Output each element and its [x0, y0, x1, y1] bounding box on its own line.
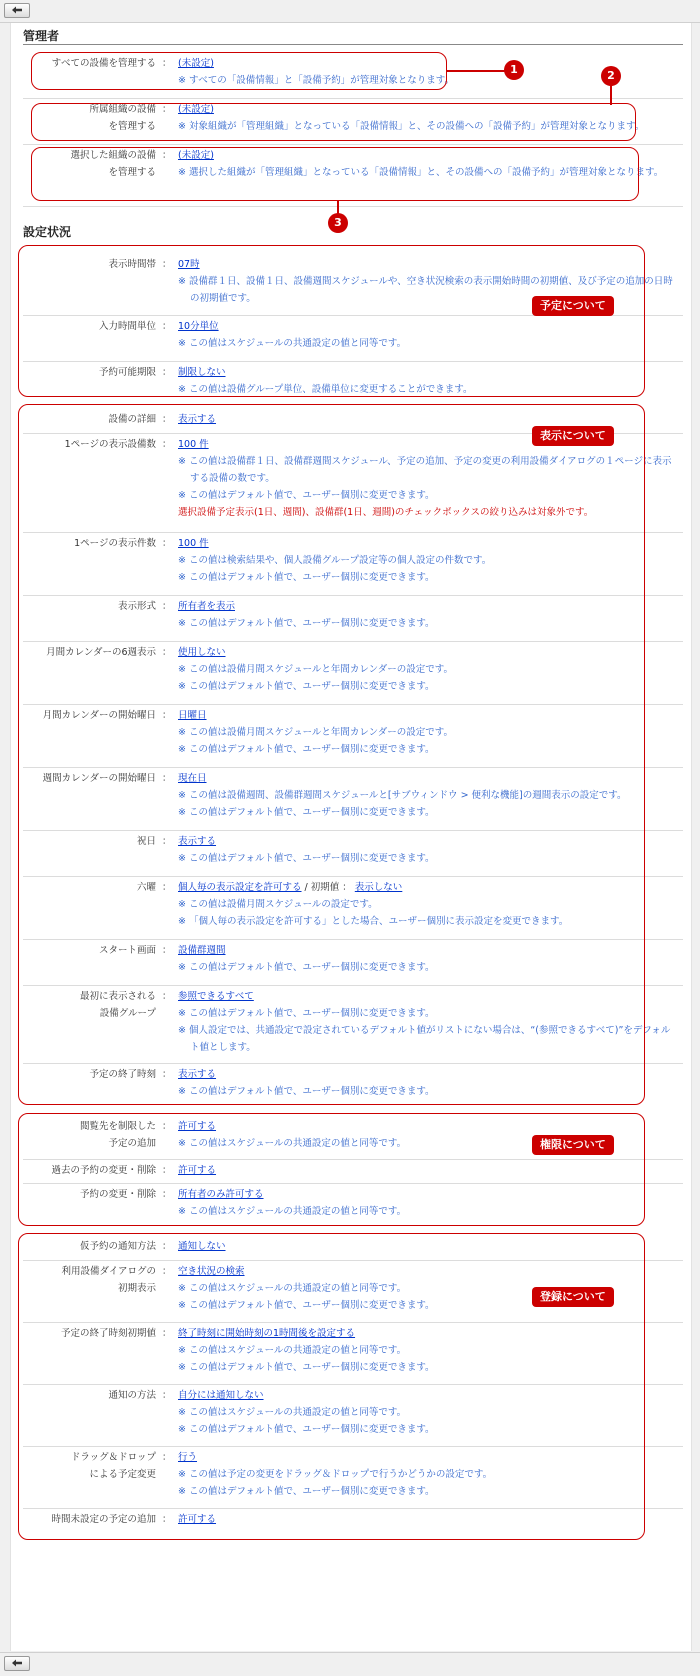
back-arrow-icon: [11, 6, 23, 16]
setting-note: ※ この値はスケジュールの共通設定の値と同等です。: [178, 1283, 407, 1294]
setting-row: [23, 1235, 683, 1261]
setting-note: ※ この値はスケジュールの共通設定の値と同等です。: [178, 1345, 407, 1356]
setting-label-line: 最初に表示される: [79, 991, 156, 1002]
setting-label-line: 予定の追加: [108, 1138, 156, 1149]
label-colon: ：: [162, 945, 172, 956]
setting-note: ※ この値はデフォルト値で、ユーザー個別に変更できます。: [178, 490, 435, 501]
label-colon: ：: [162, 321, 172, 332]
setting-note: ※ この値はデフォルト値で、ユーザー個別に変更できます。: [178, 1008, 435, 1019]
setting-label: [23, 101, 156, 135]
label-colon: ：: [162, 150, 172, 161]
bottom-toolbar: [0, 1652, 700, 1676]
setting-row: [23, 1063, 683, 1105]
setting-label-line: 六曜: [136, 882, 156, 893]
setting-value-link[interactable]: 設備群週間: [178, 945, 226, 956]
setting-label: [23, 364, 156, 381]
group-badge-display: 表示について: [532, 426, 614, 446]
setting-note: ※ この値はデフォルト値で、ユーザー個別に変更できます。: [178, 1362, 435, 1373]
setting-label: [23, 1511, 156, 1528]
setting-value-link-secondary[interactable]: 表示しない: [354, 882, 403, 893]
label-colon: ：: [162, 1514, 172, 1525]
setting-value-block: [178, 101, 678, 135]
settings-panel: [10, 23, 692, 1651]
setting-value-block: [178, 644, 678, 695]
setting-label-line: ドラッグ＆ドロップ: [70, 1452, 156, 1463]
setting-label-line: を管理する: [108, 121, 156, 132]
setting-value-link[interactable]: 表示する: [178, 836, 217, 847]
label-colon: ：: [162, 1241, 172, 1252]
setting-note: ※ この値はデフォルト値で、ユーザー個別に変更できます。: [178, 853, 435, 864]
setting-label-line: 選択した組織の設備: [70, 150, 156, 161]
setting-note: ※ この値は設備月間スケジュールの設定です。: [178, 899, 378, 910]
setting-label-line: 月間カレンダーの開始曜日: [42, 710, 156, 721]
setting-note: ※ この値は検索結果や、個人設備グループ設定等の個人設定の件数です。: [178, 555, 492, 566]
setting-label: [23, 411, 156, 428]
setting-value-link[interactable]: 許可する: [178, 1514, 217, 1525]
setting-value-block: [178, 1186, 678, 1220]
label-colon: ：: [162, 1266, 172, 1277]
setting-value-block: [178, 535, 678, 586]
setting-value-link[interactable]: 表示する: [178, 1069, 217, 1080]
setting-note: ※ この値はデフォルト値で、ユーザー個別に変更できます。: [178, 1424, 435, 1435]
status-section-title: 設定状況: [23, 225, 72, 239]
setting-value-link[interactable]: 100 件: [178, 439, 209, 450]
group-badge-permission: 権限について: [532, 1135, 614, 1155]
setting-value-block: [178, 1066, 678, 1100]
setting-note: ※ この値は設備月間スケジュールと年間カレンダーの設定です。: [178, 664, 454, 675]
callout-number-3: 3: [328, 213, 348, 233]
label-colon: ：: [162, 538, 172, 549]
setting-value-link[interactable]: 通知しない: [178, 1241, 226, 1252]
setting-label: [23, 1387, 156, 1404]
setting-row: [23, 1322, 683, 1385]
setting-note: ※ この値はデフォルト値で、ユーザー個別に変更できます。: [178, 1300, 435, 1311]
label-colon: ：: [162, 991, 172, 1002]
setting-note: ※ 設備群１日、設備１日、設備週間スケジュールや、空き状況検索の表示開始時間の初期値、及び予定の追加の日時の初期値です。: [178, 276, 673, 304]
setting-row: [23, 767, 683, 831]
setting-label: [23, 1238, 156, 1255]
setting-label: [23, 644, 156, 661]
callout-connector: [610, 85, 612, 105]
group-badge-schedule: 予定について: [532, 296, 614, 316]
setting-value-link[interactable]: 空き状況の検索: [178, 1266, 245, 1277]
setting-label-line: すべての設備を管理する: [51, 58, 156, 69]
setting-note: ※ この値はデフォルト値で、ユーザー個別に変更できます。: [178, 962, 435, 973]
setting-value-link[interactable]: 許可する: [178, 1121, 217, 1132]
setting-value-link[interactable]: (未設定): [178, 104, 214, 115]
setting-row: [23, 595, 683, 642]
setting-row: [23, 1446, 683, 1509]
setting-label-line: を管理する: [108, 167, 156, 178]
setting-label: [23, 707, 156, 724]
setting-note: ※ この値はスケジュールの共通設定の値と同等です。: [178, 1206, 407, 1217]
setting-value-link[interactable]: 制限しない: [178, 367, 226, 378]
label-colon: ：: [162, 58, 172, 69]
setting-label-line: 過去の予約の変更・削除: [51, 1165, 156, 1176]
group-badge-registration: 登録について: [532, 1287, 614, 1307]
setting-label-line: 仮予約の通知方法: [79, 1241, 156, 1252]
back-button-bottom[interactable]: [4, 1656, 30, 1671]
setting-label-line: 予定の終了時刻: [89, 1069, 156, 1080]
admin-section-divider: [23, 44, 683, 45]
setting-value-link[interactable]: 07時: [178, 259, 200, 270]
setting-value-link[interactable]: 終了時刻に開始時刻の1時間後を設定する: [178, 1328, 356, 1339]
setting-row: [23, 641, 683, 705]
label-colon: ：: [162, 1121, 172, 1132]
setting-label-line: 月間カレンダーの6週表示: [46, 647, 156, 658]
setting-note: ※ この値はスケジュールの共通設定の値と同等です。: [178, 1138, 407, 1149]
label-colon: ：: [162, 1452, 172, 1463]
setting-label: [23, 770, 156, 787]
label-colon: ：: [162, 836, 172, 847]
setting-warning-note: 選択設備予定表示(1日、週間)、設備群(1日、週間)のチェックボックスの絞り込みは対象外です。: [178, 507, 594, 518]
setting-label: [23, 256, 156, 273]
setting-label-line: 表示形式: [117, 601, 156, 612]
setting-note: ※ この値は設備月間スケジュールと年間カレンダーの設定です。: [178, 727, 454, 738]
setting-label-line: 利用設備ダイアログの: [61, 1266, 156, 1277]
setting-note: ※ この値はデフォルト値で、ユーザー個別に変更できます。: [178, 572, 435, 583]
setting-value-link[interactable]: (未設定): [178, 58, 214, 69]
setting-label: [23, 318, 156, 335]
setting-note: ※ この値はデフォルト値で、ユーザー個別に変更できます。: [178, 807, 435, 818]
setting-note: ※ この値はデフォルト値で、ユーザー個別に変更できます。: [178, 618, 435, 629]
setting-value-link[interactable]: 100 件: [178, 538, 209, 549]
setting-value-link[interactable]: 表示する: [178, 414, 217, 425]
setting-label-line: 祝日: [136, 836, 156, 847]
setting-label: [23, 879, 156, 896]
setting-label: [23, 535, 156, 552]
setting-label: [23, 1325, 156, 1342]
setting-label: [23, 1162, 156, 1179]
label-colon: ：: [162, 601, 172, 612]
callout-number-1: 1: [504, 60, 524, 80]
label-colon: ：: [162, 414, 172, 425]
setting-value-link[interactable]: 行う: [178, 1452, 198, 1463]
setting-note: ※ この値はデフォルト値で、ユーザー個別に変更できます。: [178, 681, 435, 692]
setting-label: [23, 1118, 156, 1152]
setting-label-line: 入力時間単位: [98, 321, 156, 332]
setting-label-line: 初期表示: [117, 1283, 156, 1294]
label-colon: ：: [162, 104, 172, 115]
setting-row: [23, 52, 683, 99]
setting-value-block: [178, 598, 678, 632]
setting-label-line: 設備の詳細: [108, 414, 156, 425]
setting-value-block: [178, 770, 678, 821]
setting-value-block: [178, 1511, 678, 1528]
setting-value-link[interactable]: 参照できるすべて: [178, 991, 254, 1002]
setting-value-block: [178, 988, 678, 1056]
setting-label: [23, 1066, 156, 1083]
setting-note: ※ この値は設備グループ単位、設備単位に変更することができます。: [178, 384, 473, 395]
setting-note: ※ この値はデフォルト値で、ユーザー個別に変更できます。: [178, 744, 435, 755]
setting-note: ※ この値はデフォルト値で、ユーザー個別に変更できます。: [178, 1486, 435, 1497]
setting-value-link[interactable]: 現在日: [178, 773, 207, 784]
label-colon: ：: [162, 882, 172, 893]
label-colon: ：: [162, 1165, 172, 1176]
setting-row: [23, 704, 683, 768]
setting-label: [23, 147, 156, 181]
setting-label: [23, 55, 156, 72]
admin-section-title: 管理者: [23, 29, 60, 43]
setting-label-line: 1ページの表示設備数: [64, 439, 156, 450]
setting-value-link[interactable]: 個人毎の表示設定を許可する: [178, 882, 302, 893]
setting-label: [23, 1449, 156, 1483]
setting-row: [23, 532, 683, 596]
setting-value-link[interactable]: 所有者を表示: [178, 601, 236, 612]
setting-note: ※ 個人設定では、共通設定で設定されているデフォルト値がリストにない場合は、“(参照できるすべて)”をデフォルト値とします。: [178, 1025, 671, 1053]
setting-label-line: 予約可能期限: [98, 367, 156, 378]
top-toolbar: [0, 0, 700, 23]
label-colon: ：: [162, 1390, 172, 1401]
setting-label-line: 閲覧先を制限した: [79, 1121, 156, 1132]
setting-label-line: 週間カレンダーの開始曜日: [42, 773, 156, 784]
setting-value-block: [178, 833, 678, 867]
label-colon: ：: [162, 647, 172, 658]
setting-row: [23, 876, 683, 940]
setting-label: [23, 436, 156, 453]
setting-note: ※ 選択した組織が「管理組織」となっている「設備情報」と、その設備への「設備予約」が管理対象となります。: [178, 167, 664, 178]
setting-label-line: 所属組織の設備: [89, 104, 156, 115]
setting-row: [23, 361, 683, 401]
setting-value-block: [178, 1387, 678, 1438]
setting-value-link[interactable]: (未設定): [178, 150, 214, 161]
setting-label-line: 設備グループ: [99, 1008, 156, 1019]
setting-note: ※ この値はデフォルト値で、ユーザー個別に変更できます。: [178, 1086, 435, 1097]
label-colon: ：: [162, 367, 172, 378]
setting-note: ※ この値は予定の変更をドラッグ＆ドロップで行うかどうかの設定です。: [178, 1469, 493, 1480]
setting-row: [23, 1159, 683, 1184]
setting-note: ※ この値は設備週間、設備群週間スケジュールと[サブウィンドウ > 便利な機能]の週間表示の設定です。: [178, 790, 627, 801]
setting-label: [23, 1186, 156, 1203]
setting-value-link[interactable]: 使用しない: [178, 647, 226, 658]
setting-value-block: [178, 1162, 678, 1179]
setting-value-block: [178, 1238, 678, 1255]
setting-label: [23, 942, 156, 959]
setting-value-block: [178, 1449, 678, 1500]
setting-label: [23, 1263, 156, 1297]
initial-value-separator: / 初期値 ：: [301, 882, 355, 893]
setting-row: [23, 1384, 683, 1447]
setting-row: [23, 939, 683, 986]
setting-row: [23, 830, 683, 877]
back-arrow-icon: [11, 1659, 23, 1669]
label-colon: ：: [162, 710, 172, 721]
setting-label-line: 1ページの表示件数: [74, 538, 156, 549]
label-colon: ：: [162, 439, 172, 450]
back-button[interactable]: [4, 3, 30, 18]
setting-row: [23, 98, 683, 145]
label-colon: ：: [162, 1069, 172, 1080]
label-colon: ：: [162, 773, 172, 784]
setting-label-line: スタート画面: [98, 945, 156, 956]
setting-row: [23, 433, 683, 533]
setting-value-block: [178, 147, 678, 181]
label-colon: ：: [162, 1328, 172, 1339]
setting-note: ※ この値は設備群１日、設備群週間スケジュール、予定の追加、予定の変更の利用設備ダイアログの１ページに表示する設備の数です。: [178, 456, 672, 484]
setting-note: ※ この値はスケジュールの共通設定の値と同等です。: [178, 338, 407, 349]
setting-note: ※ 「個人毎の表示設定を許可する」とした場合、ユーザー個別に表示設定を変更できます。: [178, 916, 569, 927]
setting-row: [23, 315, 683, 362]
label-colon: ：: [162, 259, 172, 270]
setting-label: [23, 988, 156, 1022]
setting-label-line: による予定変更: [89, 1469, 156, 1480]
setting-note: ※ 対象組織が「管理組織」となっている「設備情報」と、その設備への「設備予約」が管理対象となります。: [178, 121, 645, 132]
setting-row: [23, 1183, 683, 1227]
setting-value-link[interactable]: 日曜日: [178, 710, 207, 721]
setting-label-line: 予約の変更・削除: [79, 1189, 156, 1200]
setting-row: [23, 144, 683, 207]
setting-value-block: [178, 942, 678, 976]
setting-row: [23, 1508, 683, 1533]
setting-note: ※ すべての「設備情報」と「設備予約」が管理対象となります。: [178, 75, 455, 86]
setting-value-link[interactable]: 自分には通知しない: [178, 1390, 264, 1401]
setting-label: [23, 833, 156, 850]
callout-number-2: 2: [601, 66, 621, 86]
setting-value-block: [178, 318, 678, 352]
setting-value-block: [178, 707, 678, 758]
setting-label-line: 予定の終了時刻初期値: [60, 1328, 156, 1339]
setting-value-link[interactable]: 10分単位: [178, 321, 219, 332]
setting-label-line: 表示時間帯: [108, 259, 156, 270]
setting-row: [23, 985, 683, 1064]
setting-note: ※ この値はスケジュールの共通設定の値と同等です。: [178, 1407, 407, 1418]
setting-label-line: 通知の方法: [108, 1390, 156, 1401]
setting-label-line: 時間未設定の予定の追加: [51, 1514, 156, 1525]
setting-value-block: [178, 1325, 678, 1376]
setting-value-link[interactable]: 所有者のみ許可する: [178, 1189, 264, 1200]
setting-value-block: [178, 879, 678, 930]
setting-label: [23, 598, 156, 615]
setting-value-link[interactable]: 許可する: [178, 1165, 217, 1176]
label-colon: ：: [162, 1189, 172, 1200]
setting-value-block: [178, 436, 678, 521]
setting-value-block: [178, 364, 678, 398]
callout-connector: [447, 70, 505, 72]
